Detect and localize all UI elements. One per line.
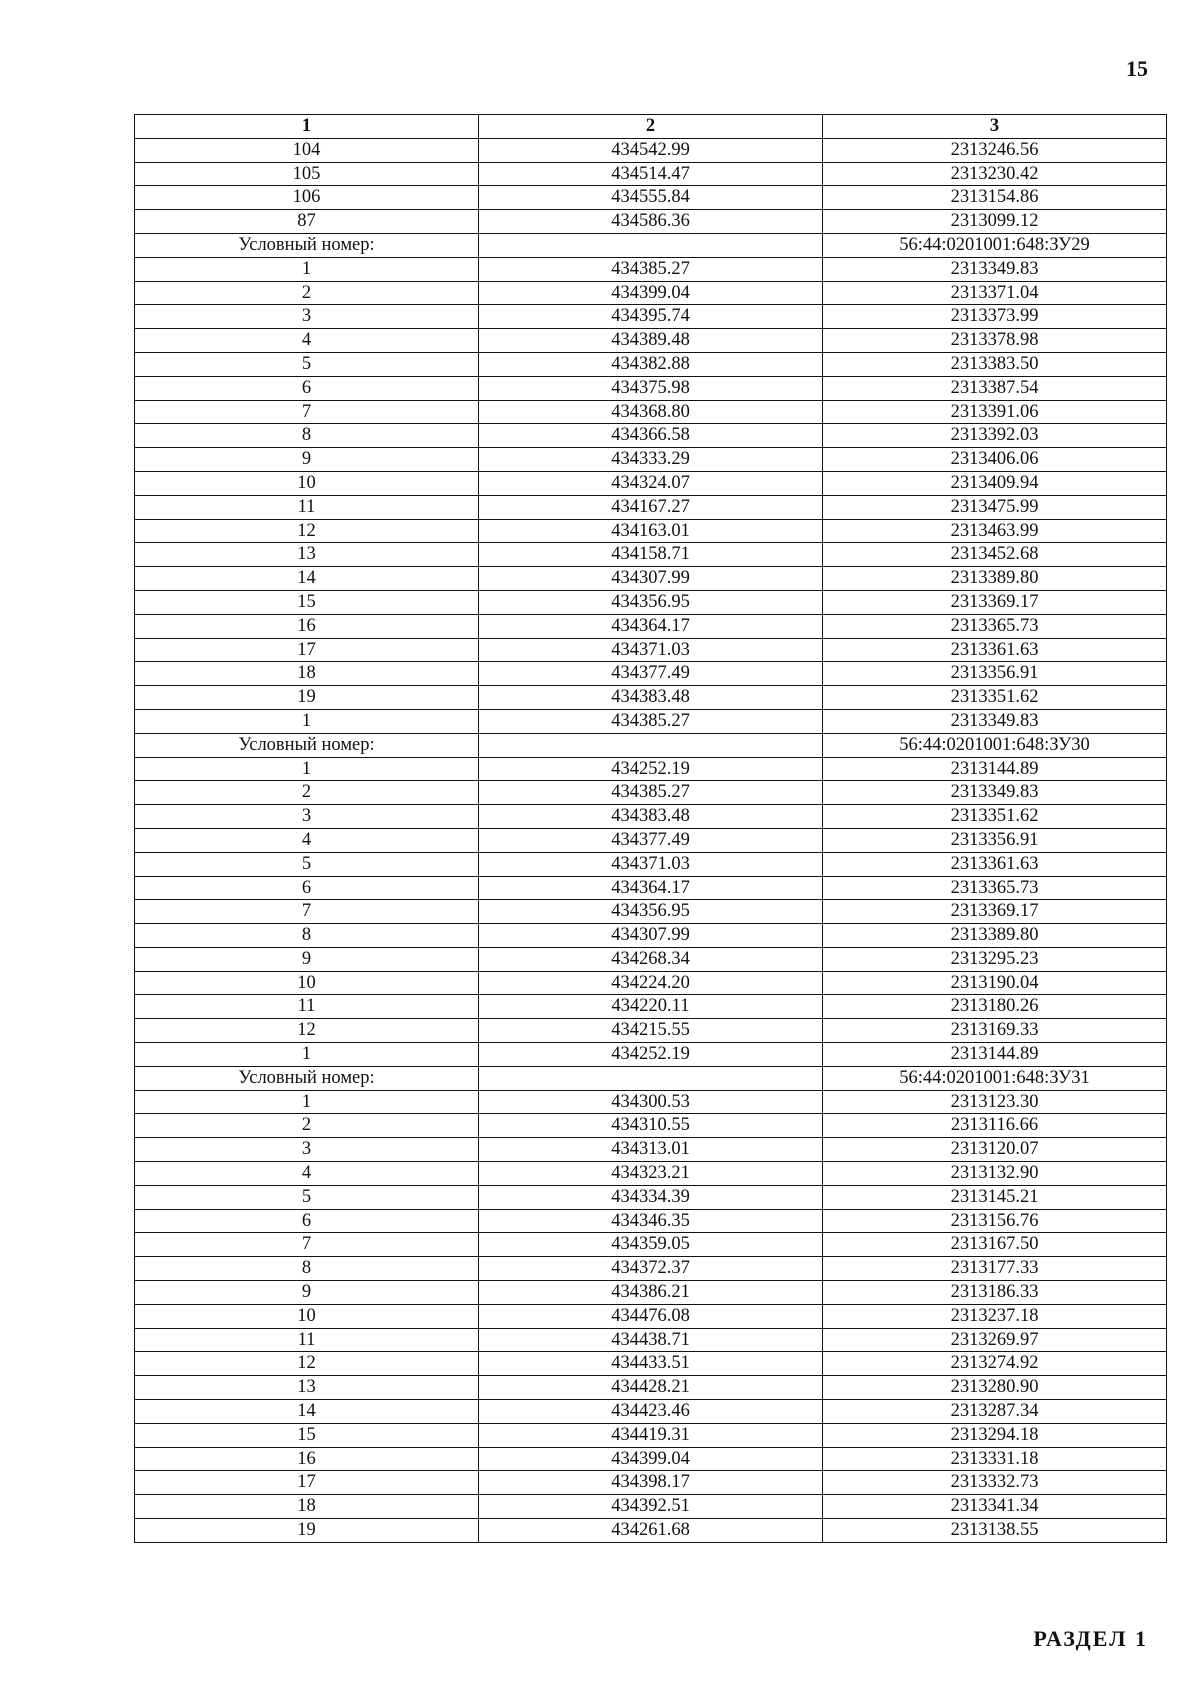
x-coordinate-cell: 434307.99 [479, 924, 823, 948]
y-coordinate-cell: 2313230.42 [823, 162, 1167, 186]
x-coordinate-cell: 434382.88 [479, 352, 823, 376]
point-number-cell: 7 [135, 400, 479, 424]
y-coordinate-cell: 2313409.94 [823, 471, 1167, 495]
conditional-number-label: Условный номер: [135, 733, 479, 757]
y-coordinate-cell: 2313132.90 [823, 1162, 1167, 1186]
x-coordinate-cell: 434268.34 [479, 947, 823, 971]
point-number-cell: 7 [135, 900, 479, 924]
point-number-cell: 9 [135, 448, 479, 472]
point-number-cell: 6 [135, 876, 479, 900]
x-coordinate-cell: 434385.27 [479, 781, 823, 805]
table-row [135, 924, 1167, 948]
table-row [135, 1447, 1167, 1471]
point-number-cell: 15 [135, 590, 479, 614]
x-coordinate-cell: 434364.17 [479, 876, 823, 900]
x-coordinate-cell: 434428.21 [479, 1376, 823, 1400]
empty-cell [479, 733, 823, 757]
x-coordinate-cell: 434356.95 [479, 590, 823, 614]
coordinates-table [134, 114, 1167, 1543]
x-coordinate-cell: 434333.29 [479, 448, 823, 472]
point-number-cell: 18 [135, 1495, 479, 1519]
x-coordinate-cell: 434371.03 [479, 852, 823, 876]
x-coordinate-cell: 434220.11 [479, 995, 823, 1019]
table-row [135, 590, 1167, 614]
point-number-cell: 17 [135, 1471, 479, 1495]
y-coordinate-cell: 2313351.62 [823, 805, 1167, 829]
y-coordinate-cell: 2313361.63 [823, 852, 1167, 876]
table-row [135, 400, 1167, 424]
table-row [135, 1471, 1167, 1495]
table-row [135, 1495, 1167, 1519]
point-number-cell: 5 [135, 852, 479, 876]
x-coordinate-cell: 434433.51 [479, 1352, 823, 1376]
table-row [135, 376, 1167, 400]
table-row [135, 210, 1167, 234]
x-coordinate-cell: 434334.39 [479, 1185, 823, 1209]
table-row [135, 305, 1167, 329]
y-coordinate-cell: 2313387.54 [823, 376, 1167, 400]
point-number-cell: 2 [135, 781, 479, 805]
y-coordinate-cell: 2313356.91 [823, 828, 1167, 852]
table-row [135, 1114, 1167, 1138]
y-coordinate-cell: 2313373.99 [823, 305, 1167, 329]
point-number-cell: 13 [135, 543, 479, 567]
point-number-cell: 1 [135, 1043, 479, 1067]
table-row [135, 162, 1167, 186]
table-row [135, 1162, 1167, 1186]
table-row [135, 495, 1167, 519]
y-coordinate-cell: 2313156.76 [823, 1209, 1167, 1233]
table-row [135, 1400, 1167, 1424]
column-header-point: 1 [135, 115, 479, 139]
y-coordinate-cell: 2313237.18 [823, 1304, 1167, 1328]
x-coordinate-cell: 434158.71 [479, 543, 823, 567]
x-coordinate-cell: 434324.07 [479, 471, 823, 495]
x-coordinate-cell: 434163.01 [479, 519, 823, 543]
point-number-cell: 1 [135, 1090, 479, 1114]
y-coordinate-cell: 2313351.62 [823, 686, 1167, 710]
y-coordinate-cell: 2313246.56 [823, 138, 1167, 162]
y-coordinate-cell: 2313369.17 [823, 900, 1167, 924]
point-number-cell: 3 [135, 805, 479, 829]
point-number-cell: 105 [135, 162, 479, 186]
table-row [135, 1043, 1167, 1067]
point-number-cell: 19 [135, 1519, 479, 1543]
x-coordinate-cell: 434385.27 [479, 257, 823, 281]
empty-cell [479, 1066, 823, 1090]
table-row [135, 662, 1167, 686]
point-number-cell: 18 [135, 662, 479, 686]
y-coordinate-cell: 2313365.73 [823, 876, 1167, 900]
table-row [135, 947, 1167, 971]
table-row [135, 1257, 1167, 1281]
x-coordinate-cell: 434252.19 [479, 1043, 823, 1067]
y-coordinate-cell: 2313463.99 [823, 519, 1167, 543]
x-coordinate-cell: 434383.48 [479, 686, 823, 710]
point-number-cell: 1 [135, 709, 479, 733]
table-row [135, 1519, 1167, 1543]
point-number-cell: 4 [135, 329, 479, 353]
y-coordinate-cell: 2313371.04 [823, 281, 1167, 305]
x-coordinate-cell: 434542.99 [479, 138, 823, 162]
section-footer: РАЗДЕЛ 1 [1033, 1626, 1148, 1651]
y-coordinate-cell: 2313406.06 [823, 448, 1167, 472]
table-row [135, 281, 1167, 305]
point-number-cell: 8 [135, 424, 479, 448]
point-number-cell: 10 [135, 471, 479, 495]
point-number-cell: 11 [135, 995, 479, 1019]
table-row [135, 900, 1167, 924]
x-coordinate-cell: 434366.58 [479, 424, 823, 448]
point-number-cell: 10 [135, 1304, 479, 1328]
table-row [135, 567, 1167, 591]
cadastral-number-cell: 56:44:0201001:648:ЗУ31 [823, 1066, 1167, 1090]
table-row [135, 757, 1167, 781]
point-number-cell: 14 [135, 567, 479, 591]
x-coordinate-cell: 434313.01 [479, 1138, 823, 1162]
y-coordinate-cell: 2313138.55 [823, 1519, 1167, 1543]
table-row [135, 638, 1167, 662]
table-body [135, 138, 1167, 1542]
x-coordinate-cell: 434386.21 [479, 1281, 823, 1305]
table-row [135, 876, 1167, 900]
point-number-cell: 3 [135, 1138, 479, 1162]
y-coordinate-cell: 2313361.63 [823, 638, 1167, 662]
point-number-cell: 9 [135, 1281, 479, 1305]
empty-cell [479, 233, 823, 257]
table-row [135, 1185, 1167, 1209]
y-coordinate-cell: 2313186.33 [823, 1281, 1167, 1305]
cadastral-number-cell: 56:44:0201001:648:ЗУ29 [823, 233, 1167, 257]
x-coordinate-cell: 434375.98 [479, 376, 823, 400]
y-coordinate-cell: 2313177.33 [823, 1257, 1167, 1281]
x-coordinate-cell: 434398.17 [479, 1471, 823, 1495]
conditional-number-label: Условный номер: [135, 1066, 479, 1090]
x-coordinate-cell: 434372.37 [479, 1257, 823, 1281]
x-coordinate-cell: 434586.36 [479, 210, 823, 234]
x-coordinate-cell: 434399.04 [479, 281, 823, 305]
y-coordinate-cell: 2313349.83 [823, 709, 1167, 733]
x-coordinate-cell: 434389.48 [479, 329, 823, 353]
x-coordinate-cell: 434368.80 [479, 400, 823, 424]
table-row [135, 805, 1167, 829]
table-row [135, 614, 1167, 638]
x-coordinate-cell: 434476.08 [479, 1304, 823, 1328]
column-header-x: 2 [479, 115, 823, 139]
x-coordinate-cell: 434167.27 [479, 495, 823, 519]
table-row [135, 828, 1167, 852]
table-row [135, 709, 1167, 733]
y-coordinate-cell: 2313365.73 [823, 614, 1167, 638]
table-row [135, 424, 1167, 448]
y-coordinate-cell: 2313331.18 [823, 1447, 1167, 1471]
point-number-cell: 16 [135, 1447, 479, 1471]
table-row [135, 995, 1167, 1019]
x-coordinate-cell: 434395.74 [479, 305, 823, 329]
y-coordinate-cell: 2313391.06 [823, 400, 1167, 424]
y-coordinate-cell: 2313452.68 [823, 543, 1167, 567]
y-coordinate-cell: 2313099.12 [823, 210, 1167, 234]
page-number: 15 [1126, 56, 1148, 81]
conditional-number-label: Условный номер: [135, 233, 479, 257]
table-row [135, 448, 1167, 472]
y-coordinate-cell: 2313154.86 [823, 186, 1167, 210]
point-number-cell: 10 [135, 971, 479, 995]
y-coordinate-cell: 2313475.99 [823, 495, 1167, 519]
point-number-cell: 4 [135, 1162, 479, 1186]
table-row [135, 781, 1167, 805]
point-number-cell: 1 [135, 257, 479, 281]
x-coordinate-cell: 434359.05 [479, 1233, 823, 1257]
cadastral-number-cell: 56:44:0201001:648:ЗУ30 [823, 733, 1167, 757]
table-row [135, 1423, 1167, 1447]
x-coordinate-cell: 434252.19 [479, 757, 823, 781]
point-number-cell: 6 [135, 376, 479, 400]
point-number-cell: 4 [135, 828, 479, 852]
y-coordinate-cell: 2313274.92 [823, 1352, 1167, 1376]
point-number-cell: 8 [135, 924, 479, 948]
table-row [135, 138, 1167, 162]
table-row [135, 1233, 1167, 1257]
point-number-cell: 7 [135, 1233, 479, 1257]
y-coordinate-cell: 2313287.34 [823, 1400, 1167, 1424]
x-coordinate-cell: 434307.99 [479, 567, 823, 591]
table-row [135, 471, 1167, 495]
point-number-cell: 2 [135, 1114, 479, 1138]
point-number-cell: 11 [135, 495, 479, 519]
y-coordinate-cell: 2313349.83 [823, 781, 1167, 805]
y-coordinate-cell: 2313144.89 [823, 757, 1167, 781]
table-row [135, 1304, 1167, 1328]
point-number-cell: 12 [135, 519, 479, 543]
x-coordinate-cell: 434399.04 [479, 1447, 823, 1471]
x-coordinate-cell: 434300.53 [479, 1090, 823, 1114]
point-number-cell: 14 [135, 1400, 479, 1424]
x-coordinate-cell: 434323.21 [479, 1162, 823, 1186]
point-number-cell: 19 [135, 686, 479, 710]
table-row [135, 1138, 1167, 1162]
table-row [135, 352, 1167, 376]
y-coordinate-cell: 2313280.90 [823, 1376, 1167, 1400]
point-number-cell: 12 [135, 1019, 479, 1043]
point-number-cell: 13 [135, 1376, 479, 1400]
y-coordinate-cell: 2313180.26 [823, 995, 1167, 1019]
conditional-number-row [135, 733, 1167, 757]
y-coordinate-cell: 2313332.73 [823, 1471, 1167, 1495]
y-coordinate-cell: 2313392.03 [823, 424, 1167, 448]
x-coordinate-cell: 434377.49 [479, 828, 823, 852]
x-coordinate-cell: 434364.17 [479, 614, 823, 638]
point-number-cell: 12 [135, 1352, 479, 1376]
y-coordinate-cell: 2313269.97 [823, 1328, 1167, 1352]
y-coordinate-cell: 2313369.17 [823, 590, 1167, 614]
y-coordinate-cell: 2313116.66 [823, 1114, 1167, 1138]
y-coordinate-cell: 2313389.80 [823, 924, 1167, 948]
y-coordinate-cell: 2313356.91 [823, 662, 1167, 686]
y-coordinate-cell: 2313190.04 [823, 971, 1167, 995]
table-row [135, 1376, 1167, 1400]
x-coordinate-cell: 434385.27 [479, 709, 823, 733]
x-coordinate-cell: 434356.95 [479, 900, 823, 924]
table-row [135, 257, 1167, 281]
table-row [135, 1019, 1167, 1043]
x-coordinate-cell: 434371.03 [479, 638, 823, 662]
x-coordinate-cell: 434224.20 [479, 971, 823, 995]
x-coordinate-cell: 434261.68 [479, 1519, 823, 1543]
y-coordinate-cell: 2313349.83 [823, 257, 1167, 281]
y-coordinate-cell: 2313167.50 [823, 1233, 1167, 1257]
x-coordinate-cell: 434419.31 [479, 1423, 823, 1447]
table-row [135, 971, 1167, 995]
point-number-cell: 11 [135, 1328, 479, 1352]
x-coordinate-cell: 434392.51 [479, 1495, 823, 1519]
table-row [135, 1352, 1167, 1376]
point-number-cell: 8 [135, 1257, 479, 1281]
y-coordinate-cell: 2313341.34 [823, 1495, 1167, 1519]
x-coordinate-cell: 434438.71 [479, 1328, 823, 1352]
point-number-cell: 1 [135, 757, 479, 781]
point-number-cell: 104 [135, 138, 479, 162]
column-header-y: 3 [823, 115, 1167, 139]
table-row [135, 519, 1167, 543]
x-coordinate-cell: 434423.46 [479, 1400, 823, 1424]
y-coordinate-cell: 2313295.23 [823, 947, 1167, 971]
x-coordinate-cell: 434215.55 [479, 1019, 823, 1043]
y-coordinate-cell: 2313120.07 [823, 1138, 1167, 1162]
point-number-cell: 16 [135, 614, 479, 638]
point-number-cell: 2 [135, 281, 479, 305]
y-coordinate-cell: 2313378.98 [823, 329, 1167, 353]
y-coordinate-cell: 2313383.50 [823, 352, 1167, 376]
point-number-cell: 17 [135, 638, 479, 662]
table-row [135, 1328, 1167, 1352]
x-coordinate-cell: 434514.47 [479, 162, 823, 186]
point-number-cell: 9 [135, 947, 479, 971]
table-row [135, 1209, 1167, 1233]
y-coordinate-cell: 2313169.33 [823, 1019, 1167, 1043]
x-coordinate-cell: 434310.55 [479, 1114, 823, 1138]
table-row [135, 543, 1167, 567]
table-header-row [135, 115, 1167, 139]
point-number-cell: 106 [135, 186, 479, 210]
y-coordinate-cell: 2313389.80 [823, 567, 1167, 591]
table-row [135, 1281, 1167, 1305]
point-number-cell: 3 [135, 305, 479, 329]
y-coordinate-cell: 2313123.30 [823, 1090, 1167, 1114]
table-row [135, 1090, 1167, 1114]
point-number-cell: 5 [135, 1185, 479, 1209]
y-coordinate-cell: 2313294.18 [823, 1423, 1167, 1447]
x-coordinate-cell: 434555.84 [479, 186, 823, 210]
y-coordinate-cell: 2313145.21 [823, 1185, 1167, 1209]
table-row [135, 852, 1167, 876]
x-coordinate-cell: 434346.35 [479, 1209, 823, 1233]
conditional-number-row [135, 233, 1167, 257]
y-coordinate-cell: 2313144.89 [823, 1043, 1167, 1067]
x-coordinate-cell: 434377.49 [479, 662, 823, 686]
table-row [135, 686, 1167, 710]
table-row [135, 329, 1167, 353]
table-row [135, 186, 1167, 210]
point-number-cell: 5 [135, 352, 479, 376]
point-number-cell: 6 [135, 1209, 479, 1233]
point-number-cell: 87 [135, 210, 479, 234]
x-coordinate-cell: 434383.48 [479, 805, 823, 829]
conditional-number-row [135, 1066, 1167, 1090]
point-number-cell: 15 [135, 1423, 479, 1447]
